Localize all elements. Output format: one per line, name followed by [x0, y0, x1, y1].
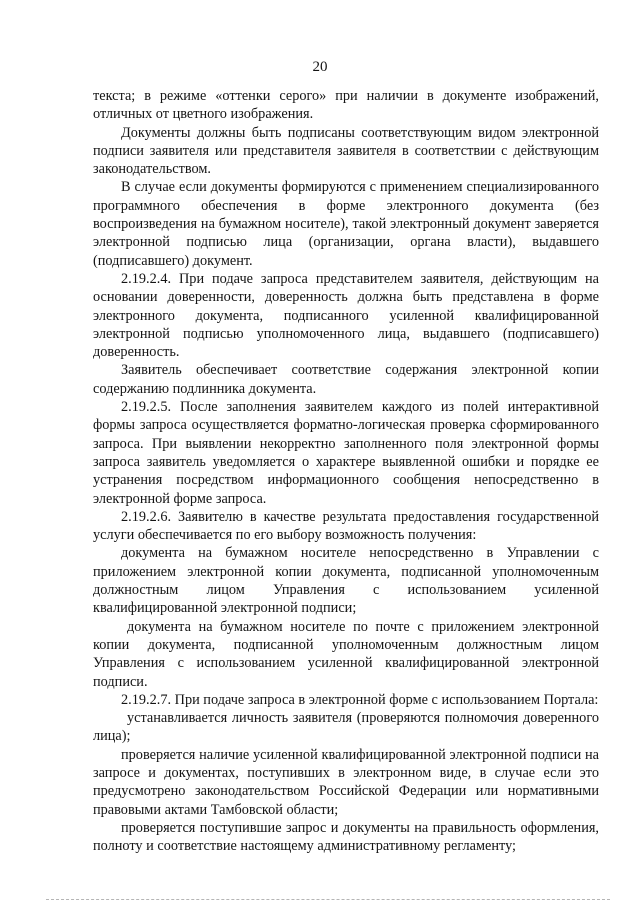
paragraph-documents-check: проверяется поступившие запрос и документы на правильность оформления, полноту и соответствие настоящему административному регламенту;: [93, 819, 599, 855]
paragraph-signature-required: Документы должны быть подписаны соответствующим видом электронной подписи заявителя или представителя заявителя в соответствии с действующим законодательством.: [93, 124, 599, 178]
paragraph-2-19-2-4: 2.19.2.4. При подаче запроса представителем заявителя, действующим на основании доверенности, доверенность должна быть представлена в форме электронного документа, подписанного усиленной квалифицированной электронной подписью уполномоченного лица, выдавшего (подписавшего) доверенность.: [93, 270, 599, 361]
paragraph-specialized-software: В случае если документы формируются с применением специализированного программного обеспечения в форме электронного документа (без воспроизведения на бумажном носителе), такой электронный документ заверяется электронной подписью лица (организации, органа власти), выдавшего (подписавшего) документ.: [93, 179, 599, 269]
paragraph-2-19-2-5: 2.19.2.5. После заполнения заявителем каждого из полей интерактивной формы запроса осуществляется форматно-логическая проверка сформированного запроса. При выявлении некорректно заполненного поля электронной формы запроса заявитель уведомляется о характере выявленной ошибки и порядке ее устранения посредством информационного сообщения непосредственно в электронной форме запроса.: [93, 399, 599, 507]
page-number: 20: [312, 59, 328, 75]
paragraph-image-mode: текста; в режиме «оттенки серого» при наличии в документе изображений, отличных от цветного изображения.: [93, 88, 599, 123]
paragraph-paper-direct: документа на бумажном носителе непосредственно в Управлении с приложением электронной копии документа, подписанной уполномоченным должностным лицом Управления с использованием усиленной квалифицированной электронной подписи;: [93, 545, 599, 617]
paragraph-identity: устанавливается личность заявителя (проверяются полномочия доверенного лица);: [93, 710, 599, 745]
paragraph-2-19-2-6: 2.19.2.6. Заявителю в качестве результата предоставления государственной услуги обеспечивается по его выбору возможность получения:: [93, 508, 599, 544]
paragraph-2-19-2-7: 2.19.2.7. При подаче запроса в электронной форме с использованием Портала:: [121, 691, 599, 708]
paragraph-paper-mail: документа на бумажном носителе по почте с приложением электронной копии документа, подписанной уполномоченным должностным лицом Управления с использованием усиленной квалифицированной электронной подписи.: [93, 618, 599, 690]
paragraph-copy-conformity: Заявитель обеспечивает соответствие содержания электронной копии содержанию подлинника документа.: [93, 362, 599, 397]
paragraph-qualified-signature: проверяется наличие усиленной квалифицированной электронной подписи на запросе и документах, поступивших в электронном виде, в случае если это предусмотрено законодательством Российской Федерации или нормативными правовыми актами Тамбовской области;: [93, 746, 599, 818]
scan-bottom-edge: [46, 899, 610, 901]
document-body: [93, 87, 599, 855]
